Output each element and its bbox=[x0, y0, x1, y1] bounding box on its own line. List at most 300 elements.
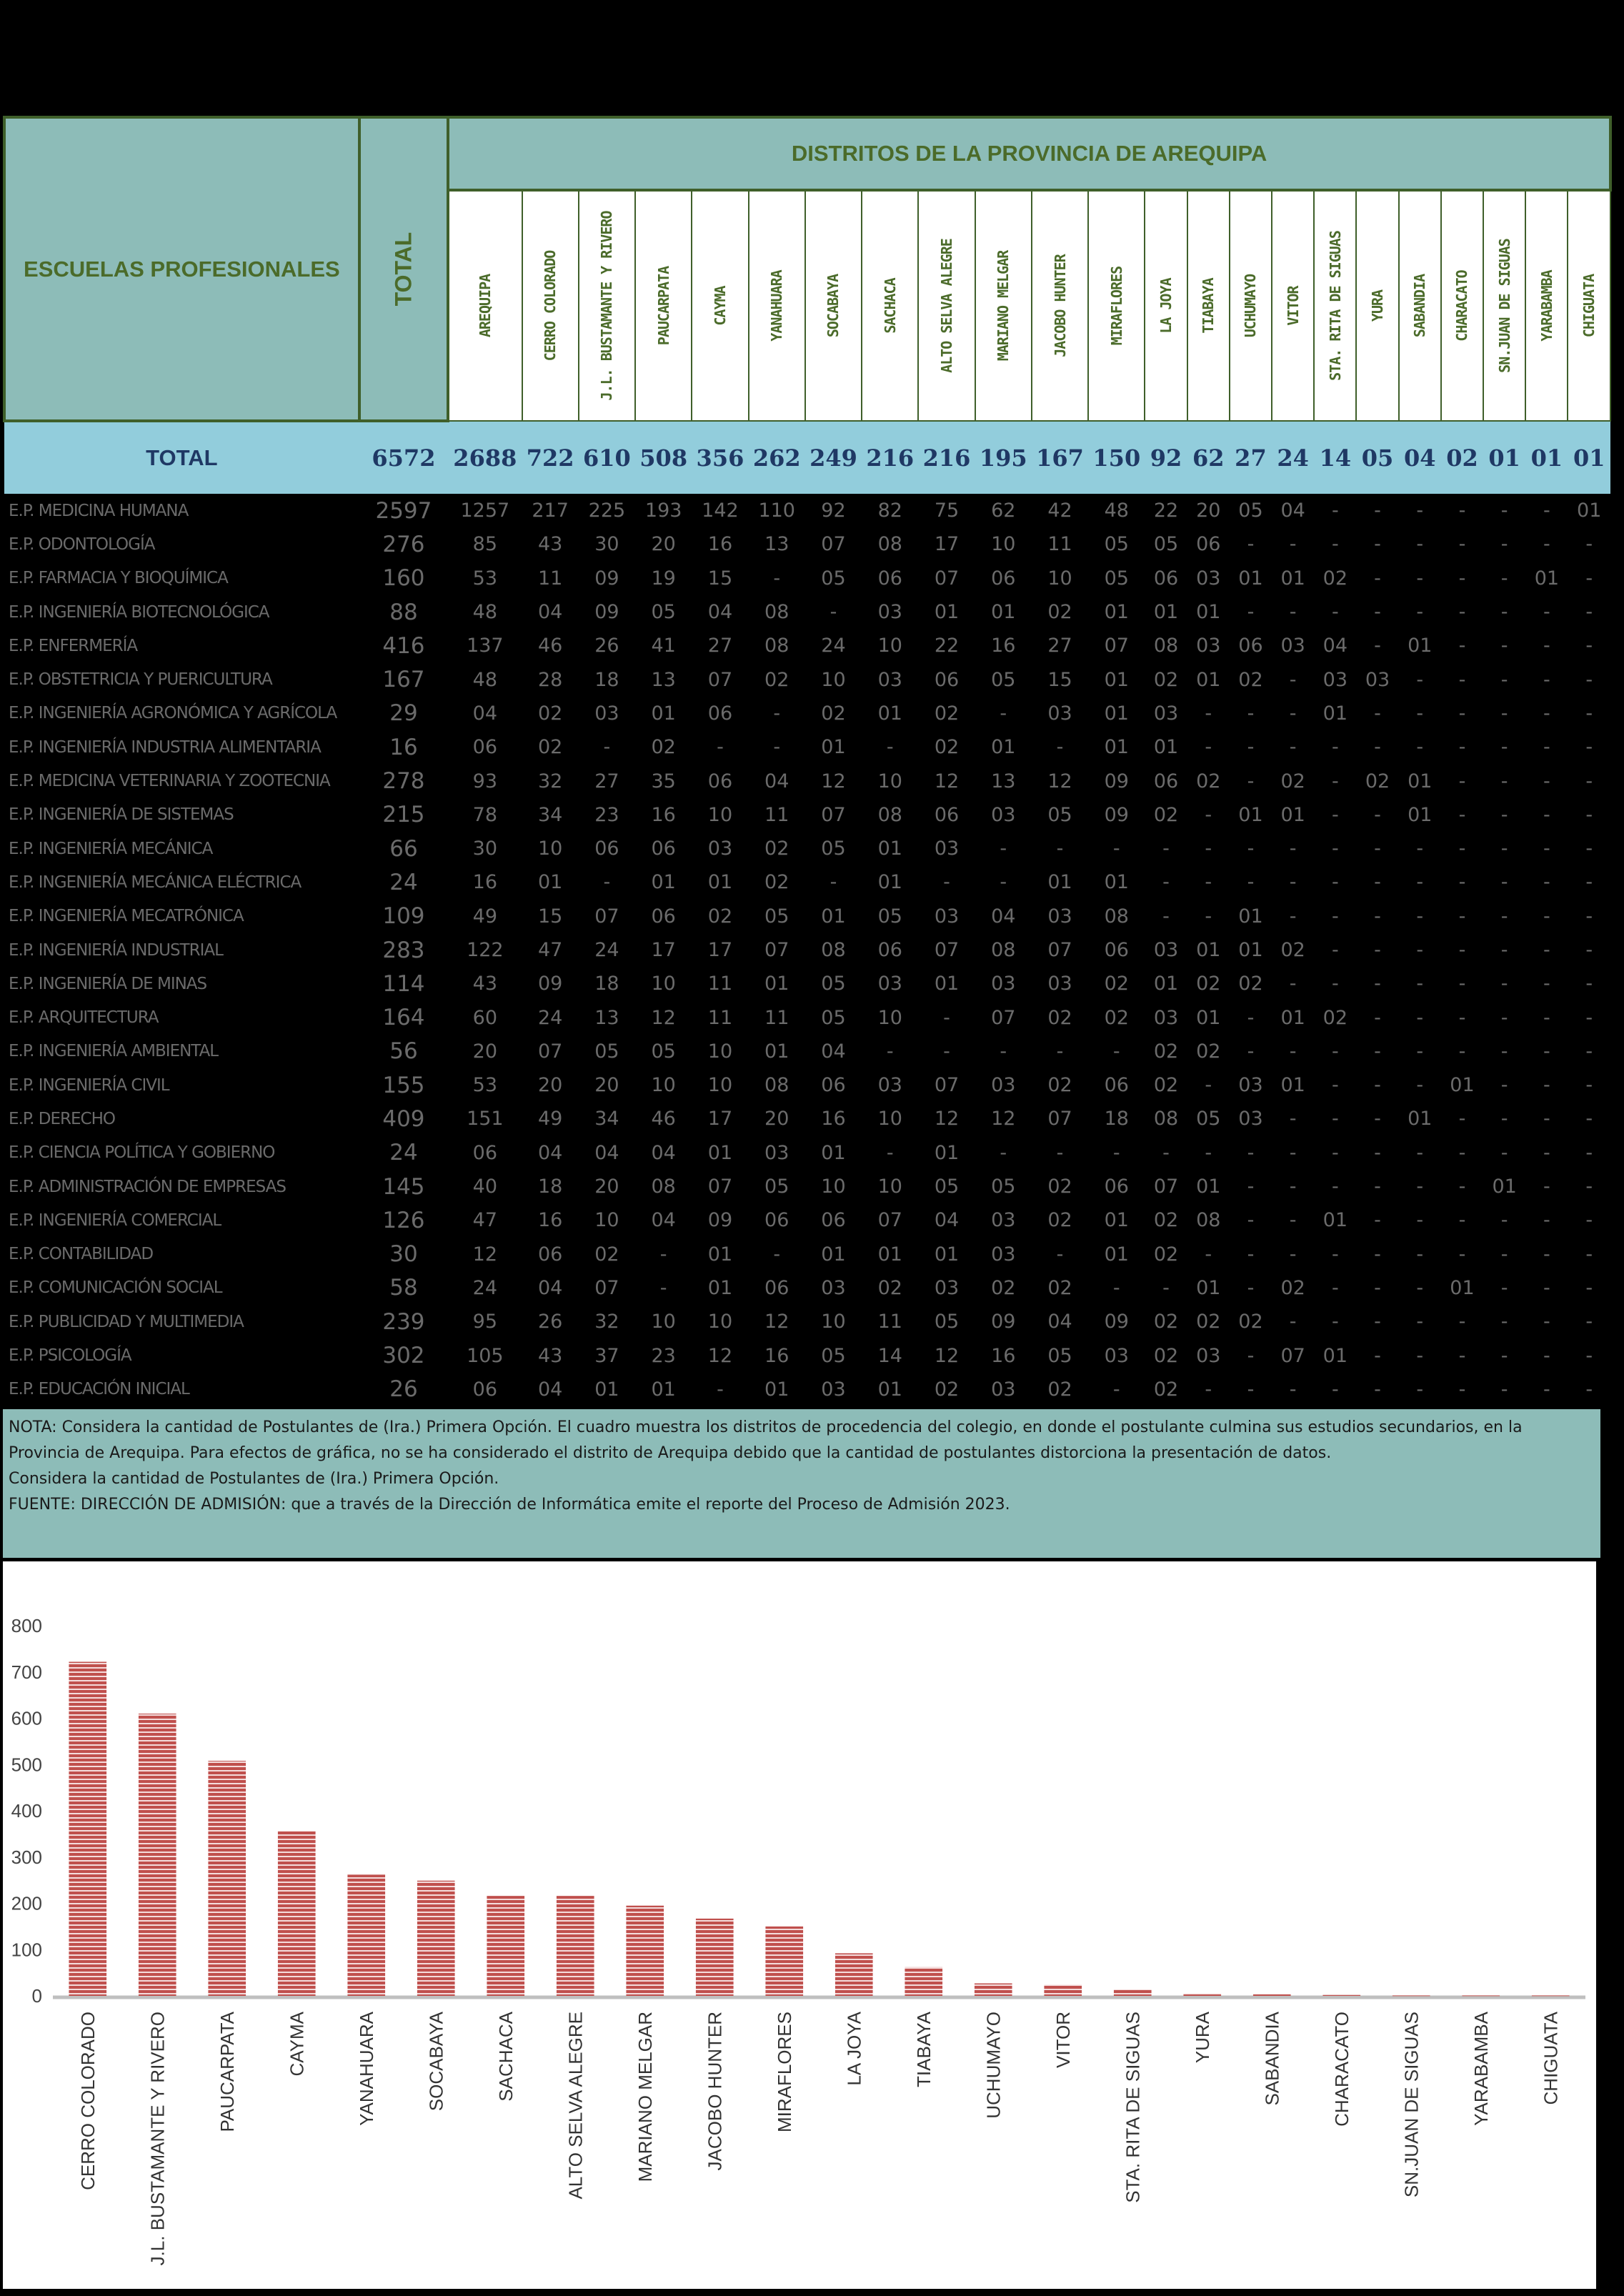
table-cell: 07 bbox=[934, 939, 960, 961]
table-cell: - bbox=[1543, 939, 1550, 961]
table-cell: 08 bbox=[764, 635, 789, 657]
table-cell: 02 bbox=[594, 1243, 619, 1266]
bar bbox=[1183, 1994, 1221, 1996]
table-cell: - bbox=[1247, 1006, 1255, 1029]
table-row bbox=[4, 730, 1610, 764]
table-cell: 02 bbox=[1047, 601, 1072, 624]
table-cell: 04 bbox=[594, 1141, 619, 1164]
table-cell: 08 bbox=[877, 533, 902, 556]
table-cell: 35 bbox=[651, 770, 676, 792]
table-cell: - bbox=[1331, 1040, 1339, 1063]
table-cell: - bbox=[1585, 567, 1593, 590]
table-cell: 16 bbox=[764, 1344, 789, 1367]
table-row bbox=[4, 1338, 1610, 1372]
table-cell: - bbox=[1500, 770, 1508, 792]
table-row bbox=[4, 1035, 1610, 1068]
table-cell: 07 bbox=[877, 1209, 902, 1232]
school-total: 58 bbox=[389, 1275, 418, 1301]
bar bbox=[1532, 1995, 1570, 1996]
table-cell: - bbox=[1205, 736, 1212, 759]
table-cell: 24 bbox=[472, 1276, 498, 1299]
table-cell: - bbox=[1289, 838, 1297, 860]
table-cell: 10 bbox=[821, 1176, 846, 1198]
table-cell: 10 bbox=[877, 635, 902, 657]
y-tick-label: 200 bbox=[11, 1892, 42, 1914]
table-cell: - bbox=[1289, 1108, 1297, 1130]
table-cell: 07 bbox=[1280, 1344, 1305, 1367]
table-cell: - bbox=[1585, 1040, 1593, 1063]
table-cell: - bbox=[1500, 1006, 1508, 1029]
table-cell: - bbox=[1500, 702, 1508, 725]
school-total: 167 bbox=[382, 667, 425, 693]
bar bbox=[835, 1953, 873, 1996]
table-cell: 15 bbox=[537, 905, 563, 928]
table-cell: 01 bbox=[821, 736, 846, 759]
table-cell: 10 bbox=[651, 1311, 676, 1333]
table-cell: 60 bbox=[472, 1006, 498, 1029]
table-cell: 85 bbox=[472, 533, 498, 556]
total-row bbox=[4, 421, 1610, 494]
table-cell: - bbox=[1585, 533, 1593, 556]
table-cell: - bbox=[1247, 838, 1255, 860]
table-cell: - bbox=[1543, 1074, 1550, 1097]
y-tick-label: 100 bbox=[11, 1939, 42, 1961]
table-cell: - bbox=[1585, 1378, 1593, 1401]
table-row bbox=[4, 527, 1610, 561]
table-cell: 24 bbox=[821, 635, 846, 657]
table-cell: - bbox=[1416, 1006, 1424, 1029]
table-cell: 41 bbox=[651, 635, 676, 657]
district-column-header bbox=[1088, 190, 1145, 421]
table-cell: 16 bbox=[537, 1209, 563, 1232]
table-cell: - bbox=[1331, 736, 1339, 759]
table-cell: - bbox=[886, 1141, 894, 1164]
school-total: 2597 bbox=[375, 497, 432, 524]
table-cell: - bbox=[1543, 803, 1550, 826]
table-cell: - bbox=[1374, 500, 1381, 522]
school-name: E.P. INGENIERÍA DE SISTEMAS bbox=[9, 805, 234, 825]
table-cell: - bbox=[1289, 736, 1297, 759]
table-cell: - bbox=[1000, 1141, 1007, 1164]
table-cell: 10 bbox=[877, 770, 902, 792]
table-cell: - bbox=[1247, 1276, 1255, 1299]
bar-chart bbox=[3, 1561, 1596, 2289]
table-cell: 09 bbox=[1104, 1311, 1129, 1333]
table-cell: 09 bbox=[537, 973, 563, 995]
table-cell: 02 bbox=[1153, 1378, 1179, 1401]
table-cell: - bbox=[1585, 1311, 1593, 1333]
x-tick-label: SN.JUAN DE SIGUAS bbox=[1400, 2012, 1423, 2198]
table-cell: 01 bbox=[537, 871, 563, 894]
table-cell: - bbox=[1585, 939, 1593, 961]
table-cell: 03 bbox=[1280, 635, 1305, 657]
district-column-header bbox=[1314, 190, 1356, 421]
table-cell: 04 bbox=[1322, 635, 1348, 657]
table-cell: 01 bbox=[1196, 1006, 1221, 1029]
table-cell: - bbox=[886, 736, 894, 759]
total-row-value: 216 bbox=[918, 421, 975, 494]
table-cell: 01 bbox=[1408, 803, 1433, 826]
table-cell: 02 bbox=[821, 702, 846, 725]
table-cell: 20 bbox=[594, 1176, 619, 1198]
table-cell: 12 bbox=[934, 1344, 960, 1367]
table-cell: 02 bbox=[1153, 1209, 1179, 1232]
table-cell: - bbox=[1458, 533, 1466, 556]
table-cell: 05 bbox=[821, 1344, 846, 1367]
table-row bbox=[4, 933, 1610, 967]
total-row-value: 508 bbox=[635, 421, 692, 494]
table-cell: 16 bbox=[472, 871, 498, 894]
table-cell: - bbox=[1374, 1006, 1381, 1029]
table-cell: 10 bbox=[707, 1311, 733, 1333]
table-cell: 48 bbox=[472, 668, 498, 691]
table-cell: 02 bbox=[1104, 973, 1129, 995]
table-cell: - bbox=[1458, 838, 1466, 860]
table-cell: - bbox=[1289, 1378, 1297, 1401]
table-cell: 02 bbox=[1104, 1006, 1129, 1029]
table-cell: 05 bbox=[1153, 533, 1179, 556]
table-cell: - bbox=[1331, 500, 1339, 522]
table-cell: - bbox=[1374, 1209, 1381, 1232]
total-row-value: 14 bbox=[1314, 421, 1356, 494]
table-cell: - bbox=[1374, 1311, 1381, 1333]
table-cell: 05 bbox=[651, 1040, 676, 1063]
table-cell: 11 bbox=[707, 1006, 733, 1029]
school-total: 155 bbox=[382, 1072, 425, 1098]
table-cell: 07 bbox=[764, 939, 789, 961]
table-cell: 12 bbox=[934, 1108, 960, 1130]
table-cell: - bbox=[1585, 1141, 1593, 1164]
school-name: E.P. INGENIERÍA COMERCIAL bbox=[9, 1211, 221, 1230]
table-cell: - bbox=[1543, 1243, 1550, 1266]
table-cell: 01 bbox=[594, 1378, 619, 1401]
table-cell: 12 bbox=[651, 1006, 676, 1029]
table-cell: 08 bbox=[1104, 905, 1129, 928]
table-cell: 06 bbox=[1238, 635, 1263, 657]
table-cell: - bbox=[1374, 567, 1381, 590]
table-cell: 43 bbox=[537, 533, 563, 556]
table-cell: 01 bbox=[821, 1141, 846, 1164]
table-cell: 30 bbox=[472, 838, 498, 860]
table-cell: - bbox=[1247, 736, 1255, 759]
table-cell: 01 bbox=[934, 1141, 960, 1164]
table-cell: - bbox=[603, 871, 611, 894]
district-column-label: SOCABAYA bbox=[825, 274, 842, 338]
table-cell: - bbox=[717, 736, 724, 759]
table-row bbox=[4, 865, 1610, 899]
total-row-value: 249 bbox=[805, 421, 862, 494]
districts-table-container bbox=[3, 116, 1612, 1406]
y-tick-label: 800 bbox=[11, 1615, 42, 1636]
school-total: 160 bbox=[382, 565, 425, 592]
table-cell: - bbox=[1247, 702, 1255, 725]
table-cell: - bbox=[1374, 1176, 1381, 1198]
table-cell: 27 bbox=[707, 635, 733, 657]
table-cell: - bbox=[1374, 533, 1381, 556]
table-cell: 05 bbox=[1047, 1344, 1072, 1367]
table-cell: 01 bbox=[651, 1378, 676, 1401]
school-total: 109 bbox=[382, 903, 425, 930]
table-cell: - bbox=[1543, 1141, 1550, 1164]
total-row-value: 167 bbox=[1032, 421, 1088, 494]
table-cell: 01 bbox=[1104, 1243, 1129, 1266]
table-cell: - bbox=[1416, 1378, 1424, 1401]
table-cell: - bbox=[1458, 601, 1466, 624]
table-cell: 02 bbox=[651, 736, 676, 759]
table-cell: 34 bbox=[537, 803, 563, 826]
total-row-grand-total: 6572 bbox=[359, 421, 448, 494]
table-cell: 42 bbox=[1047, 500, 1072, 522]
table-cell: 04 bbox=[537, 1141, 563, 1164]
table-cell: - bbox=[1585, 1176, 1593, 1198]
table-cell: - bbox=[1247, 1243, 1255, 1266]
x-tick-label: JACOBO HUNTER bbox=[704, 2012, 726, 2171]
district-column-header bbox=[1441, 190, 1483, 421]
table-cell: 01 bbox=[1322, 702, 1348, 725]
table-cell: - bbox=[1416, 905, 1424, 928]
total-row-value: 92 bbox=[1145, 421, 1187, 494]
bar bbox=[487, 1896, 524, 1996]
table-cell: 01 bbox=[764, 1040, 789, 1063]
table-cell: 49 bbox=[537, 1108, 563, 1130]
table-cell: 03 bbox=[1047, 905, 1072, 928]
district-column-label: CAYMA bbox=[711, 286, 729, 326]
table-cell: 04 bbox=[991, 905, 1016, 928]
table-cell: 20 bbox=[764, 1108, 789, 1130]
x-tick-label: PAUCARPATA bbox=[216, 2012, 238, 2132]
table-cell: 05 bbox=[1238, 500, 1263, 522]
table-cell: 20 bbox=[1196, 500, 1221, 522]
table-cell: 04 bbox=[472, 702, 498, 725]
table-cell: 01 bbox=[1280, 1006, 1305, 1029]
table-cell: - bbox=[1585, 1074, 1593, 1097]
table-cell: 27 bbox=[1047, 635, 1072, 657]
table-cell: - bbox=[1056, 736, 1064, 759]
bar-chart-svg bbox=[3, 1561, 1596, 2289]
table-cell: 02 bbox=[1238, 1311, 1263, 1333]
table-cell: 03 bbox=[1104, 1344, 1129, 1367]
table-cell: 16 bbox=[821, 1108, 846, 1130]
table-cell: - bbox=[1458, 770, 1466, 792]
bar bbox=[69, 1662, 106, 1996]
school-name: E.P. INGENIERÍA CIVIL bbox=[9, 1075, 169, 1095]
district-column-header bbox=[1145, 190, 1187, 421]
table-cell: 01 bbox=[1238, 905, 1263, 928]
table-cell: 02 bbox=[764, 668, 789, 691]
table-cell: 03 bbox=[821, 1276, 846, 1299]
table-cell: 02 bbox=[1153, 1074, 1179, 1097]
note-text: NOTA: Considera la cantidad de Postulantes de (Ira.) Primera Opción. El cuadro muestra los distritos de procedencia del colegio, en donde el postulante culmina sus estudios secundarios, en la Provincia de Arequipa. Para efectos de gráfica, no se ha considerado el distrito de Arequipa debido que la cantidad de postulantes distorciona la presentación de datos. bbox=[9, 1418, 1523, 1462]
table-cell: - bbox=[717, 1378, 724, 1401]
school-total: 283 bbox=[382, 937, 425, 963]
table-cell: 03 bbox=[934, 1276, 960, 1299]
district-column-label: ALTO SELVA ALEGRE bbox=[938, 239, 955, 373]
school-name: E.P. INGENIERÍA MECÁNICA bbox=[9, 839, 213, 858]
table-cell: - bbox=[1500, 736, 1508, 759]
table-cell: - bbox=[1247, 601, 1255, 624]
table-cell: 30 bbox=[594, 533, 619, 556]
table-cell: 05 bbox=[651, 601, 676, 624]
district-column-header bbox=[1272, 190, 1314, 421]
table-cell: - bbox=[1289, 601, 1297, 624]
table-cell: - bbox=[1500, 973, 1508, 995]
table-cell: 01 bbox=[934, 1243, 960, 1266]
table-cell: 27 bbox=[594, 770, 619, 792]
table-cell: 02 bbox=[1047, 1176, 1072, 1198]
bar bbox=[696, 1919, 734, 1996]
table-cell: 02 bbox=[537, 702, 563, 725]
table-cell: 01 bbox=[1104, 736, 1129, 759]
bar bbox=[208, 1761, 246, 1996]
table-cell: - bbox=[1500, 1344, 1508, 1367]
table-cell: 01 bbox=[1047, 871, 1072, 894]
table-cell: 08 bbox=[1196, 1209, 1221, 1232]
table-cell: 06 bbox=[934, 803, 960, 826]
table-cell: - bbox=[1585, 1006, 1593, 1029]
school-total: 302 bbox=[382, 1343, 425, 1369]
table-cell: - bbox=[1112, 1378, 1120, 1401]
table-cell: 01 bbox=[877, 1378, 902, 1401]
table-cell: - bbox=[1112, 838, 1120, 860]
table-cell: - bbox=[1331, 601, 1339, 624]
table-cell: 02 bbox=[934, 1378, 960, 1401]
total-header bbox=[359, 117, 448, 421]
bar bbox=[1114, 1989, 1152, 1996]
table-cell: 43 bbox=[472, 973, 498, 995]
total-row-value: 05 bbox=[1356, 421, 1398, 494]
table-cell: - bbox=[1205, 702, 1212, 725]
table-cell: 01 bbox=[1280, 567, 1305, 590]
table-cell: 02 bbox=[1238, 973, 1263, 995]
table-cell: - bbox=[1331, 1311, 1339, 1333]
table-cell: 08 bbox=[1153, 635, 1179, 657]
table-cell: 01 bbox=[1104, 702, 1129, 725]
x-tick-label: ALTO SELVA ALEGRE bbox=[564, 2012, 587, 2200]
table-cell: - bbox=[1458, 1006, 1466, 1029]
school-total: 29 bbox=[389, 700, 418, 727]
table-cell: 01 bbox=[764, 1378, 789, 1401]
x-tick-label: YURA bbox=[1191, 2012, 1213, 2064]
table-cell: - bbox=[1585, 668, 1593, 691]
table-cell: 11 bbox=[1047, 533, 1072, 556]
table-cell: 01 bbox=[1450, 1276, 1475, 1299]
school-name: E.P. INGENIERÍA INDUSTRIAL bbox=[9, 940, 223, 960]
table-cell: - bbox=[1205, 838, 1212, 860]
district-column-label: MARIANO MELGAR bbox=[995, 250, 1012, 362]
school-name: E.P. INGENIERÍA DE MINAS bbox=[9, 974, 207, 993]
schools-header: ESCUELAS PROFESIONALES bbox=[4, 117, 359, 421]
table-cell: - bbox=[1112, 1141, 1120, 1164]
table-cell: 02 bbox=[934, 736, 960, 759]
school-name: E.P. INGENIERÍA BIOTECNOLÓGICA bbox=[9, 602, 269, 622]
table-cell: 03 bbox=[934, 838, 960, 860]
table-cell: - bbox=[1458, 1311, 1466, 1333]
table-cell: 105 bbox=[467, 1344, 504, 1367]
table-cell: - bbox=[1585, 1344, 1593, 1367]
bar bbox=[557, 1896, 594, 1996]
total-row-value: 262 bbox=[749, 421, 805, 494]
table-cell: 07 bbox=[991, 1006, 1016, 1029]
table-cell: - bbox=[1458, 939, 1466, 961]
table-cell: - bbox=[1289, 1141, 1297, 1164]
table-cell: 02 bbox=[707, 905, 733, 928]
table-cell: - bbox=[1458, 1378, 1466, 1401]
table-cell: - bbox=[1247, 1141, 1255, 1164]
table-cell: - bbox=[1500, 1209, 1508, 1232]
district-column-header bbox=[522, 190, 579, 421]
school-total: 126 bbox=[382, 1207, 425, 1233]
table-cell: 02 bbox=[1153, 803, 1179, 826]
table-cell: 04 bbox=[821, 1040, 846, 1063]
note-option-text: Considera la cantidad de Postulantes de (Ira.) Primera Opción. bbox=[9, 1470, 499, 1488]
table-cell: 04 bbox=[1280, 500, 1305, 522]
table-cell: - bbox=[1543, 1040, 1550, 1063]
district-column-header bbox=[1483, 190, 1525, 421]
table-cell: - bbox=[1500, 1141, 1508, 1164]
district-column-label: MIRAFLORES bbox=[1107, 266, 1125, 346]
district-column-label: YARABAMBA bbox=[1538, 270, 1555, 342]
table-cell: - bbox=[1374, 1040, 1381, 1063]
table-cell: 93 bbox=[472, 770, 498, 792]
table-cell: 06 bbox=[472, 1141, 498, 1164]
table-cell: - bbox=[1585, 838, 1593, 860]
table-cell: - bbox=[1458, 973, 1466, 995]
table-cell: - bbox=[773, 702, 781, 725]
table-cell: 04 bbox=[537, 1276, 563, 1299]
table-cell: 02 bbox=[1322, 1006, 1348, 1029]
table-cell: 03 bbox=[934, 905, 960, 928]
table-cell: - bbox=[1500, 533, 1508, 556]
total-row-value: 195 bbox=[975, 421, 1032, 494]
table-cell: 02 bbox=[1153, 1243, 1179, 1266]
table-cell: - bbox=[1543, 838, 1550, 860]
table-cell: - bbox=[1543, 1006, 1550, 1029]
school-total: 278 bbox=[382, 768, 425, 795]
table-cell: 07 bbox=[1047, 939, 1072, 961]
school-name: E.P. MEDICINA VETERINARIA Y ZOOTECNIA bbox=[9, 772, 330, 791]
table-cell: - bbox=[1331, 1074, 1339, 1097]
table-cell: 07 bbox=[1153, 1176, 1179, 1198]
table-cell: 122 bbox=[467, 939, 504, 961]
table-row bbox=[4, 629, 1610, 662]
school-name: E.P. CONTABILIDAD bbox=[9, 1245, 154, 1264]
table-cell: 15 bbox=[707, 567, 733, 590]
table-cell: 20 bbox=[594, 1074, 619, 1097]
table-cell: 09 bbox=[707, 1209, 733, 1232]
district-column-label: CHIGUATA bbox=[1580, 274, 1598, 338]
table-cell: 05 bbox=[764, 905, 789, 928]
bar bbox=[905, 1967, 942, 1996]
table-cell: 03 bbox=[821, 1378, 846, 1401]
table-cell: 03 bbox=[1153, 702, 1179, 725]
district-column-header bbox=[975, 190, 1032, 421]
table-cell: 217 bbox=[532, 500, 569, 522]
table-cell: 12 bbox=[934, 770, 960, 792]
table-cell: 01 bbox=[1104, 668, 1129, 691]
table-cell: - bbox=[1374, 905, 1381, 928]
table-cell: 07 bbox=[1047, 1108, 1072, 1130]
bar bbox=[278, 1831, 316, 1996]
table-cell: 18 bbox=[1104, 1108, 1129, 1130]
table-cell: 01 bbox=[1104, 1209, 1129, 1232]
table-cell: 04 bbox=[934, 1209, 960, 1232]
table-cell: - bbox=[1585, 1108, 1593, 1130]
table-cell: 48 bbox=[1104, 500, 1129, 522]
source-text: FUENTE: DIRECCIÓN DE ADMISIÓN: que a través de la Dirección de Informática emite el reporte del Proceso de Admisión 2023. bbox=[9, 1496, 1010, 1514]
table-cell: 16 bbox=[991, 635, 1016, 657]
district-column-header bbox=[1230, 190, 1272, 421]
table-cell: 01 bbox=[707, 1243, 733, 1266]
